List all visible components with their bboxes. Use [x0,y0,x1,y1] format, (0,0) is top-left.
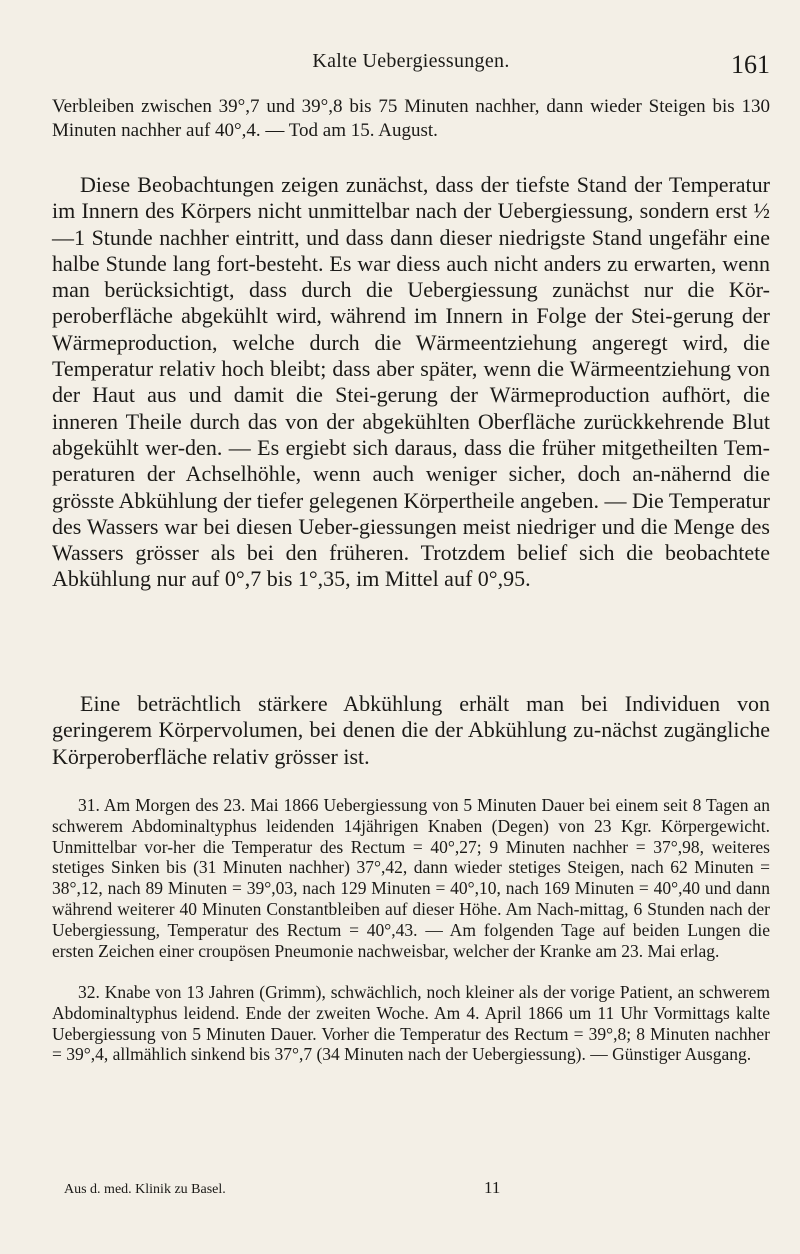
page-header [52,50,770,86]
footer-source-note: Aus d. med. Klinik zu Basel. [64,1182,226,1197]
case-32-paragraph: 32. Knabe von 13 Jahren (Grimm), schwächlich, noch kleiner als der vorige Patient, an schwerem Abdominaltyphus leidend. Ende der zweiten Woche. Am 4. April 1866 um 11 Uhr Vormittags kalte Uebergiessung von 5 Minuten Dauer. Vorher die Temperatur des Rectum = 39°,8; 8 Minuten nachher = 39°,4, allmählich sinkend bis 37°,7 (34 Minuten nach der Uebergiessung). — Günstiger Ausgang. [52,982,770,1065]
signature-mark: 11 [484,1178,501,1197]
running-title: Kalte Uebergiessungen. [312,50,510,72]
case-31-paragraph: 31. Am Morgen des 23. Mai 1866 Uebergiessung von 5 Minuten Dauer bei einem seit 8 Tagen an schwerem Abdominaltyphus leidenden 14jährigen Knaben (Degen) von 23 Kgr. Körpergewicht. Unmittelbar vor-her die Temperatur des Rectum = 40°,27; 9 Minuten nachher = 37°,98, weiteres stetiges Sinken bis (31 Minuten nachher) 37°,42, dann wieder stetiges Steigen, nach 62 Minuten = 38°,12, nach 89 Minuten = 39°,03, nach 129 Minuten = 40°,10, nach 169 Minuten = 40°,40 und dann während weiterer 40 Minuten Constantbleiben auf dieser Höhe. Am Nach-mittag, 6 Stunden nach der Uebergiessung, Temperatur des Rectum = 40°,43. — Am folgenden Tage auf beiden Lungen die ersten Zeichen einer croupösen Pneumonie nachweisbar, welcher der Kranke am 23. Mai erlag. [52,795,770,961]
page-number: 161 [731,50,770,79]
page-footer [64,1178,754,1202]
main-paragraph-2: Eine beträchtlich stärkere Abkühlung erhält man bei Individuen von geringerem Körpervolumen, bei denen die der Abkühlung zu-nächst zugängliche Körperoberfläche relativ grösser ist. [52,691,770,769]
intro-paragraph: Verbleiben zwischen 39°,7 und 39°,8 bis 75 Minuten nachher, dann wieder Steigen bis 130 Minuten nachher auf 40°,4. — Tod am 15. August. [52,96,770,141]
main-paragraph-1: Diese Beobachtungen zeigen zunächst, dass der tiefste Stand der Temperatur im Innern des Körpers nicht unmittelbar nach der Uebergiessung, sondern erst ½—1 Stunde nachher eintritt, und dass dann dieser niedrigste Stand ungefähr eine halbe Stunde lang fort-besteht. Es war diess auch nicht anders zu erwarten, wenn man berücksichtigt, dass durch die Uebergiessung zunächst nur die Kör-peroberfläche abgekühlt wird, während im Innern in Folge der Stei-gerung der Wärmeproduction, welche durch die Wärmeentziehung angeregt wird, die Temperatur relativ hoch bleibt; dass aber später, wenn die Wärmeentziehung von der Haut aus und damit die Stei-gerung der Wärmeproduction aufhört, die inneren Theile durch das von der abgekühlten Oberfläche zurückkehrende Blut abgekühlt wer-den. — Es ergiebt sich daraus, dass die früher mitgetheilten Tem-peraturen der Achselhöhle, wenn auch weniger sicher, doch an-nähernd die grösste Abkühlung der tiefer gelegenen Körpertheile angeben. — Die Temperatur des Wassers war bei diesen Ueber-giessungen meist niedriger und die Menge des Wassers grösser als bei den früheren. Trotzdem belief sich die beobachtete Abkühlung nur auf 0°,7 bis 1°,35, im Mittel auf 0°,95. [52,172,770,592]
